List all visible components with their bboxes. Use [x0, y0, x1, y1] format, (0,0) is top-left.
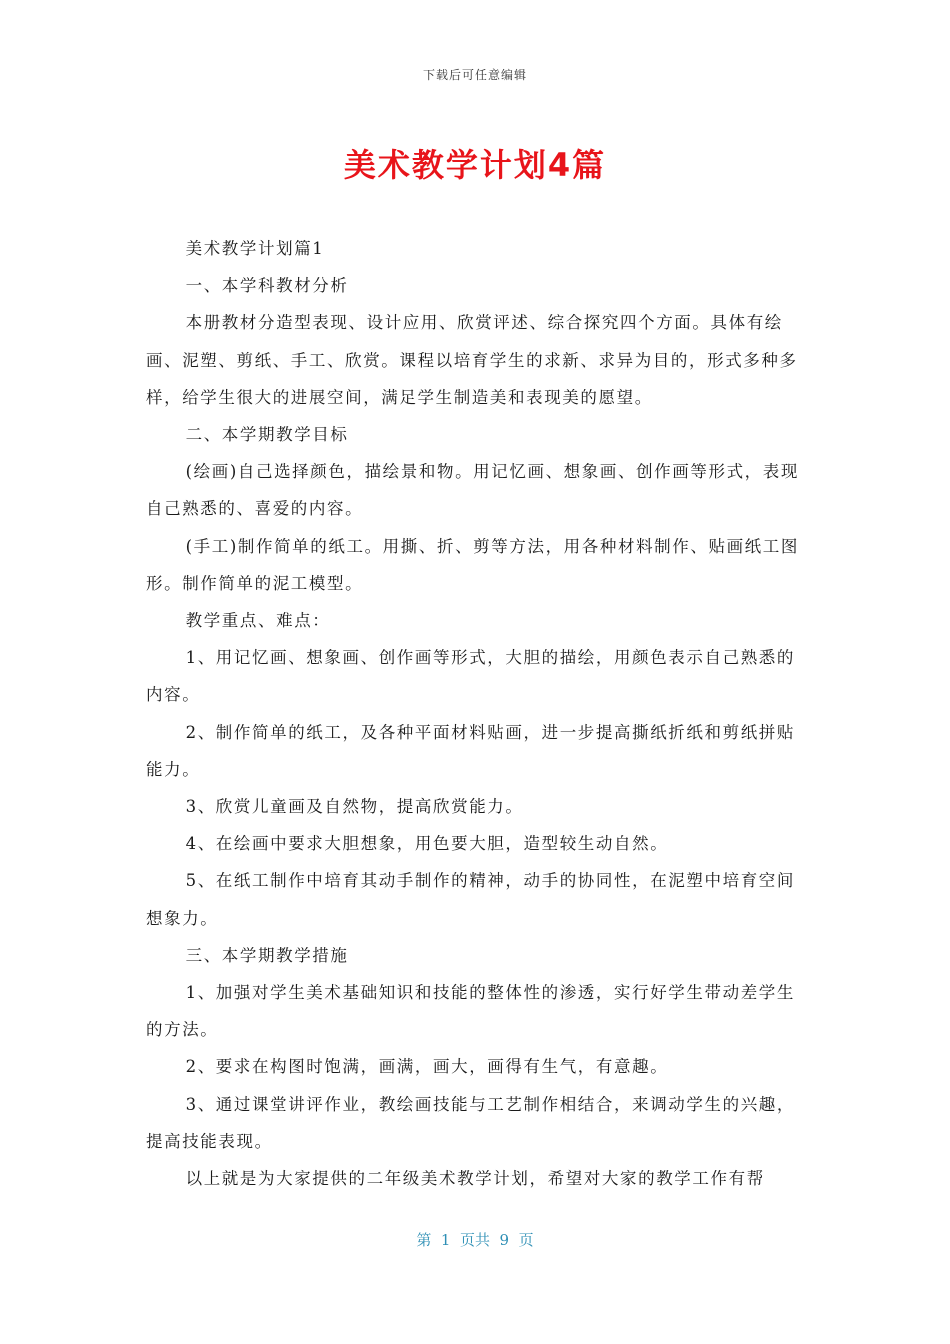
list-item: 1、用记忆画、想象画、创作画等形式，大胆的描绘，用颜色表示自己熟悉的内容。 [146, 648, 795, 705]
paragraph: 以上就是为大家提供的二年级美术教学计划，希望对大家的教学工作有帮 [185, 1169, 765, 1189]
header-note: 下载后可任意编辑 [422, 68, 527, 82]
subsection-heading: 一、本学科教材分析 [185, 276, 349, 296]
paragraph: 教学重点、难点： [185, 611, 331, 631]
list-item: 2、要求在构图时饱满，画满，画大，画得有生气，有意趣。 [185, 1057, 669, 1077]
subsection-heading: 二、本学期教学目标 [185, 425, 349, 445]
document-body [146, 230, 806, 1197]
list-item: 3、欣赏儿童画及自然物，提高欣赏能力。 [185, 797, 524, 817]
paragraph: 本册教材分造型表现、设计应用、欣赏评述、综合探究四个方面。具体有绘画、泥塑、剪纸、手工、欣赏。课程以培育学生的求新、求异为目的，形式多种多样，给学生很大的进展空间，满足学生制造美和表现美的愿望。 [146, 313, 798, 407]
paragraph: (手工)制作简单的纸工。用撕、折、剪等方法，用各种材料制作、贴画纸工图形。制作简单的泥工模型。 [146, 536, 799, 593]
list-item: 3、通过课堂讲评作业，教绘画技能与工艺制作相结合，来调动学生的兴趣，提高技能表现。 [146, 1094, 795, 1151]
list-item: 4、在绘画中要求大胆想象，用色要大胆，造型较生动自然。 [185, 834, 669, 854]
paragraph: (绘画)自己选择颜色，描绘景和物。用记忆画、想象画、创作画等形式，表现自己熟悉的、喜爱的内容。 [146, 462, 799, 519]
list-item: 5、在纸工制作中培育其动手制作的精神，动手的协同性，在泥塑中培育空间想象力。 [146, 871, 795, 928]
section-heading: 美术教学计划篇1 [185, 239, 325, 258]
page-footer: 第 1 页共 9 页 [416, 1231, 534, 1249]
list-item: 1、加强对学生美术基础知识和技能的整体性的渗透，实行好学生带动差学生的方法。 [146, 983, 795, 1040]
document-title: 美术教学计划4篇 [343, 146, 607, 184]
subsection-heading: 三、本学期教学措施 [185, 945, 349, 965]
list-item: 2、制作简单的纸工，及各种平面材料贴画，进一步提高撕纸折纸和剪纸拼贴能力。 [146, 722, 795, 779]
